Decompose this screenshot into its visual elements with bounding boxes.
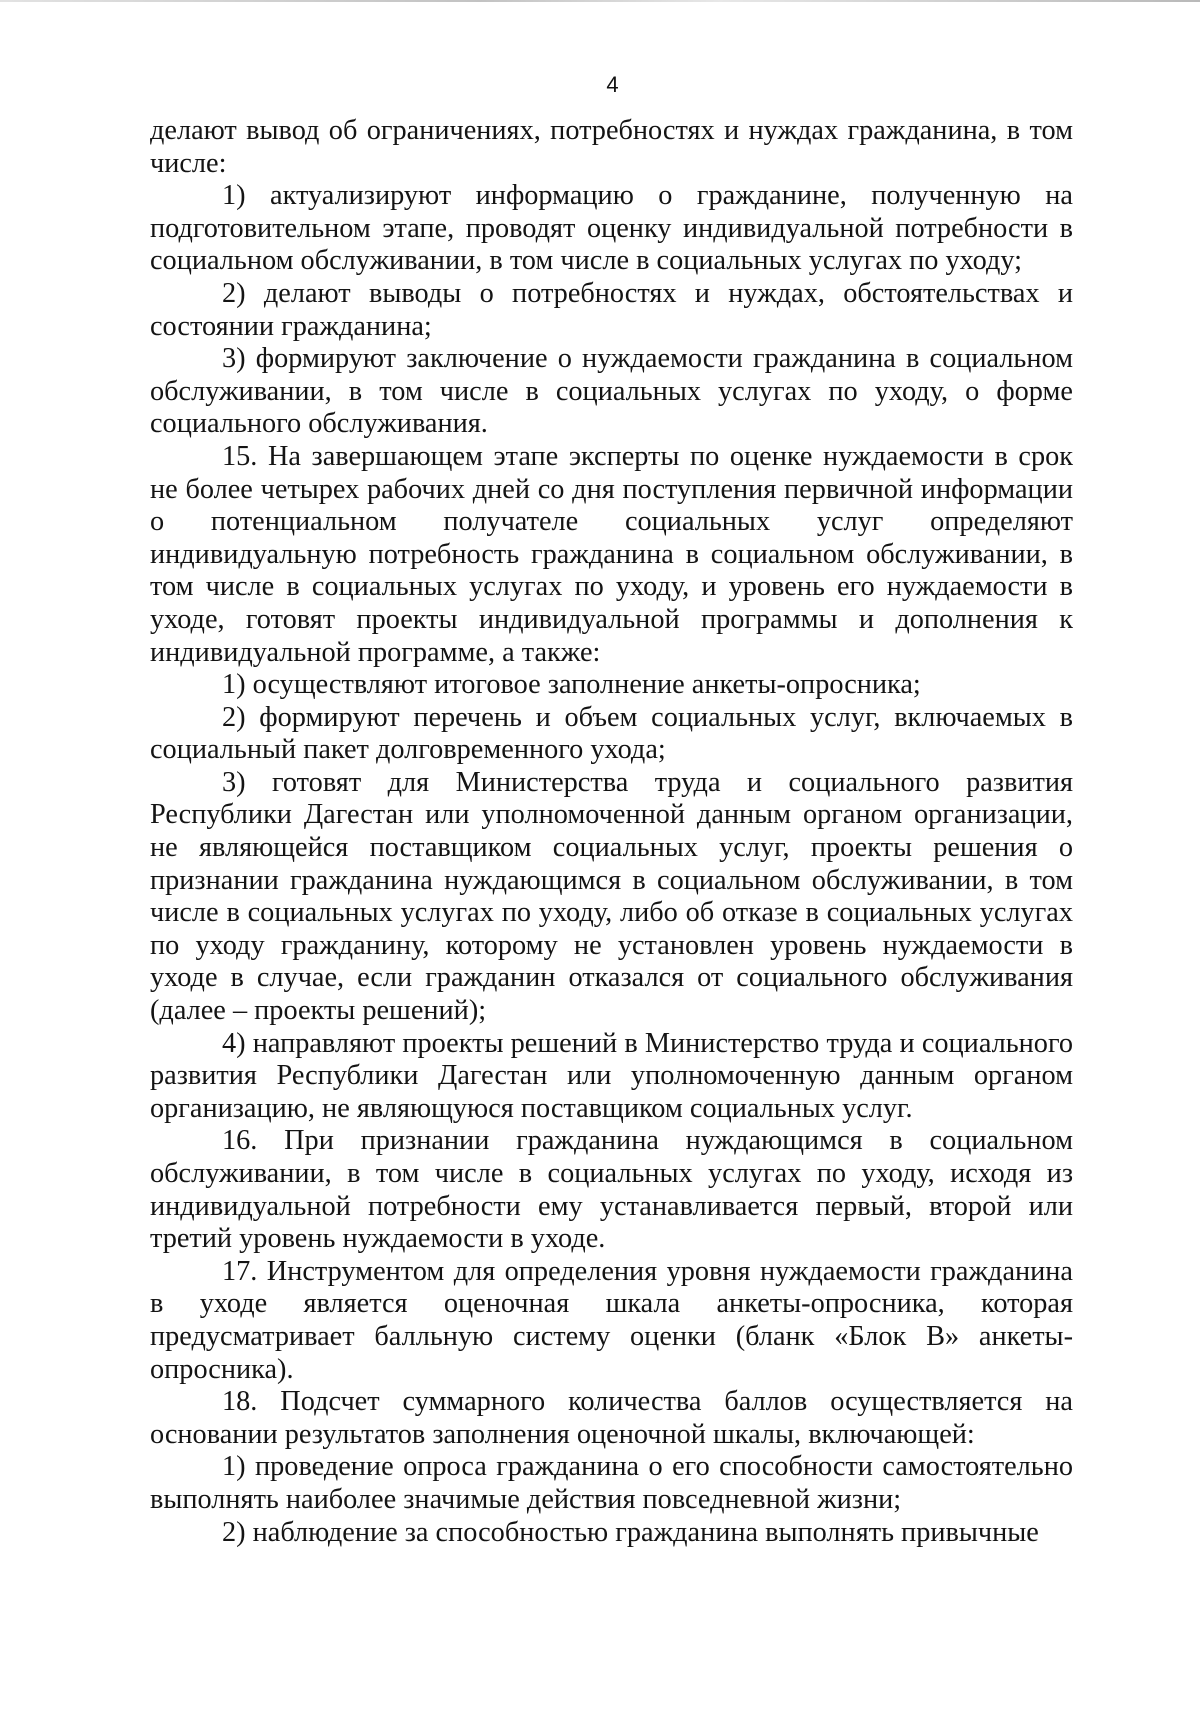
paragraph: 1) актуализируют информацию о гражданине, полученную на подготовительном этапе, проводят оценку индивидуальной потребности в социальном обслуживании, в том числе в социальных услугах по уходу;	[150, 180, 1073, 277]
page-number: 4	[606, 72, 619, 97]
paragraph: 16. При признании гражданина нуждающимся в социальном обслуживании, в том числе в социальных услугах по уходу, исходя из индивидуальной потребности ему устанавливается первый, второй или третий уровень нуждаемости в уходе.	[150, 1125, 1073, 1255]
paragraph: 3) готовят для Министерства труда и социального развития Республики Дагестан или уполномоченной данным органом организации, не являющейся поставщиком социальных услуг, проекты решения о признании гражданина нуждающимся в социальном обслуживании, в том числе в социальных услугах по уходу, либо об отказе в социальных услугах по уходу гражданину, которому не установлен уровень нуждаемости в уходе в случае, если гражданин отказался от социального обслуживания (далее – проекты решений);	[150, 766, 1073, 1027]
paragraph: 2) делают выводы о потребностях и нуждах, обстоятельствах и состоянии гражданина;	[150, 277, 1073, 342]
paragraph: 4) направляют проекты решений в Министерство труда и социального развития Республики Дагестан или уполномоченную данным органом организацию, не являющуюся поставщиком социальных услуг.	[150, 1027, 1073, 1124]
document-body	[150, 115, 1073, 1549]
paragraph: 15. На завершающем этапе эксперты по оценке нуждаемости в срок не более четырех рабочих дней со дня поступления первичной информации о потенциальном получателе социальных услуг определяют индивидуальную потребность гражданина в социальном обслуживании, в том числе в социальных услугах по уходу, и уровень его нуждаемости в уходе, готовят проекты индивидуальной программы и дополнения к индивидуальной программе, а также:	[150, 440, 1073, 668]
paragraph: делают вывод об ограничениях, потребностях и нуждах гражданина, в том числе:	[150, 115, 1073, 179]
paragraph: 1) осуществляют итоговое заполнение анкеты-опросника;	[222, 669, 921, 701]
scan-edge-line	[0, 0, 1200, 2]
paragraph: 1) проведение опроса гражданина о его способности самостоятельно выполнять наиболее значимые действия повседневной жизни;	[150, 1451, 1073, 1515]
paragraph: 17. Инструментом для определения уровня нуждаемости гражданина в уходе является оценочная шкала анкеты-опросника, которая предусматривает балльную систему оценки (бланк «Блок В» анкеты-опросника).	[150, 1255, 1073, 1385]
paragraph: 2) наблюдение за способностью гражданина выполнять привычные	[222, 1516, 1039, 1548]
paragraph: 18. Подсчет суммарного количества баллов осуществляется на основании результатов заполнения оценочной шкалы, включающей:	[150, 1386, 1073, 1450]
paragraph: 3) формируют заключение о нуждаемости гражданина в социальном обслуживании, в том числе в социальных услугах по уходу, о форме социального обслуживания.	[150, 343, 1073, 440]
paragraph: 2) формируют перечень и объем социальных услуг, включаемых в социальный пакет долговременного ухода;	[150, 701, 1073, 766]
